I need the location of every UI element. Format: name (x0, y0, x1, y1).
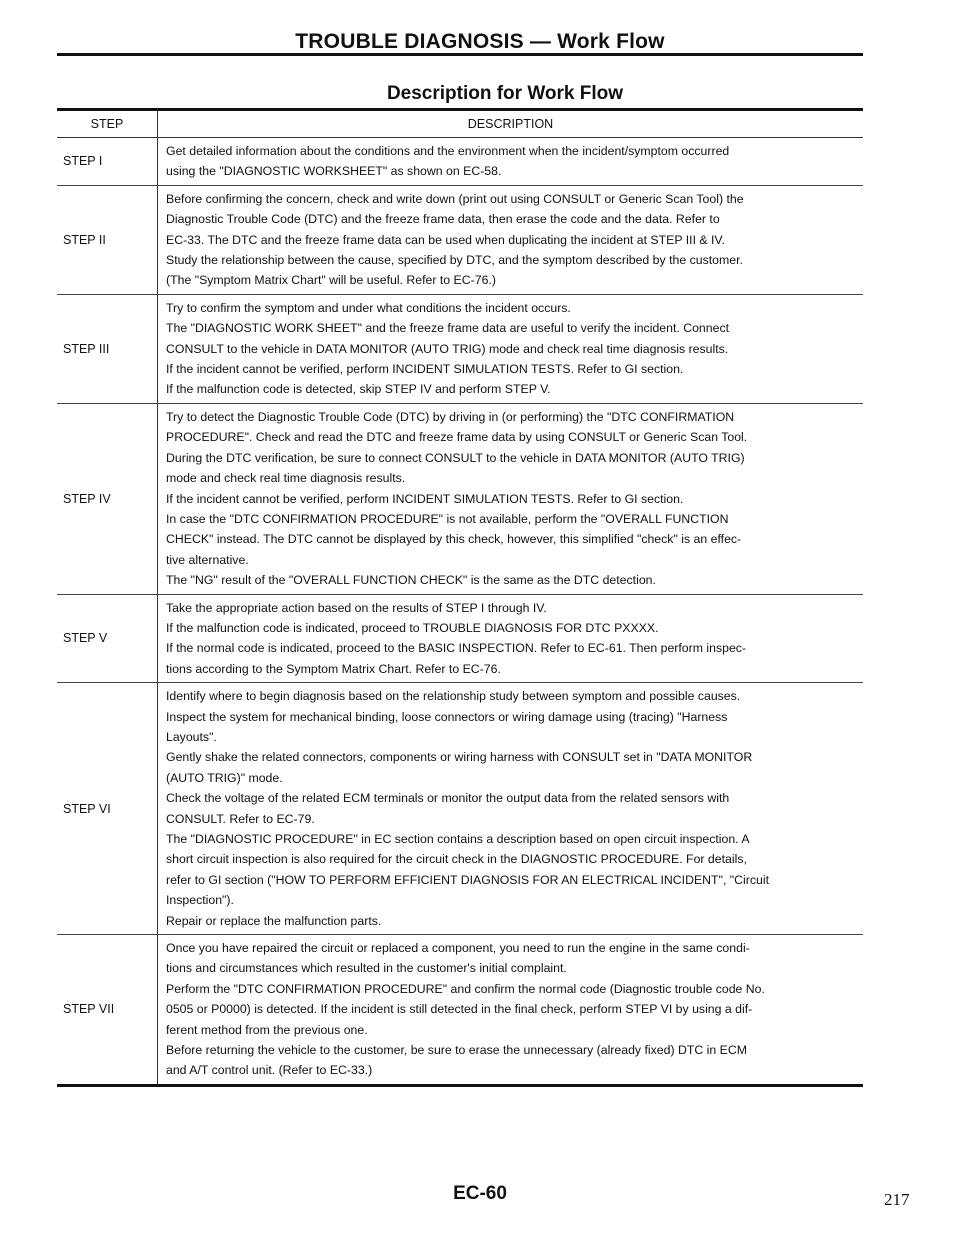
description-line: tions according to the Symptom Matrix Chart. Refer to EC-76. (166, 661, 501, 676)
description-line: Take the appropriate action based on the results of STEP I through IV. (166, 600, 547, 615)
description-line: refer to GI section ("HOW TO PERFORM EFFICIENT DIAGNOSIS FOR AN ELECTRICAL INCIDENT", "Circuit (166, 872, 769, 887)
description-line: The "NG" result of the "OVERALL FUNCTION CHECK" is the same as the DTC detection. (166, 573, 656, 588)
description-line: Layouts". (166, 729, 217, 744)
description-line: Try to detect the Diagnostic Trouble Code (DTC) by driving in (or performing) the "DTC CONFIRMATION (166, 409, 735, 424)
description-line: short circuit inspection is also required for the circuit check in the DIAGNOSTIC PROCEDURE. For details, (166, 852, 747, 867)
step-label: STEP II (63, 232, 106, 247)
table-row (57, 295, 863, 404)
description-line: EC-33. The DTC and the freeze frame data can be used when duplicating the incident at STEP III & IV. (166, 232, 725, 247)
description-line: Before returning the vehicle to the customer, be sure to erase the unnecessary (already fixed) DTC in ECM (166, 1043, 747, 1058)
section-title: Description for Work Flow (386, 83, 624, 104)
step-description (157, 595, 863, 683)
table-row (57, 935, 863, 1084)
step-label: STEP I (63, 154, 103, 169)
table-row (57, 595, 863, 684)
description-line: In case the "DTC CONFIRMATION PROCEDURE" is not available, perform the "OVERALL FUNCTION (166, 511, 729, 526)
step-description (157, 404, 863, 594)
description-line: mode and check real time diagnosis results. (166, 471, 406, 486)
description-line: If the incident cannot be verified, perform INCIDENT SIMULATION TESTS. Refer to GI section. (166, 491, 684, 506)
step-description (157, 138, 863, 185)
description-line: During the DTC verification, be sure to connect CONSULT to the vehicle in DATA MONITOR (AUTO TRIG) (166, 450, 745, 465)
table-row (57, 186, 863, 295)
step-description (157, 935, 863, 1084)
column-header-step: STEP (90, 117, 124, 131)
description-line: Diagnostic Trouble Code (DTC) and the freeze frame data, then erase the code and the data. Refer to (166, 212, 720, 227)
description-line: and A/T control unit. (Refer to EC-33.) (166, 1063, 373, 1078)
description-line: Before confirming the concern, check and write down (print out using CONSULT or Generic Scan Tool) the (166, 191, 744, 206)
description-line: If the malfunction code is detected, skip STEP IV and perform STEP V. (166, 382, 551, 397)
table-row (57, 683, 863, 935)
description-line: Get detailed information about the conditions and the environment when the incident/symptom occurred (166, 144, 730, 158)
description-line: CHECK" instead. The DTC cannot be displayed by this check, however, this simplified "check" is an effec- (166, 532, 742, 547)
step-label: STEP VII (63, 1002, 115, 1017)
description-line: CONSULT to the vehicle in DATA MONITOR (AUTO TRIG) mode and check real time diagnosis results. (166, 341, 729, 356)
description-line: CONSULT. Refer to EC-79. (166, 811, 315, 826)
description-line: tive alternative. (166, 552, 249, 567)
step-label: STEP III (63, 341, 110, 356)
column-header-description (157, 111, 863, 137)
description-line: Repair or replace the malfunction parts. (166, 913, 382, 928)
description-line: Once you have repaired the circuit or replaced a component, you need to run the engine in the same condi- (166, 941, 750, 956)
description-line: If the incident cannot be verified, perform INCIDENT SIMULATION TESTS. Refer to GI section. (166, 362, 684, 377)
description-line: PROCEDURE". Check and read the DTC and freeze frame data by using CONSULT or Generic Scan Tool. (166, 430, 748, 445)
description-line: tions and circumstances which resulted in the customer's initial complaint. (166, 961, 567, 976)
header-rule (57, 53, 863, 56)
description-line: (The "Symptom Matrix Chart" will be useful. Refer to EC-76.) (166, 273, 496, 288)
table-row (57, 138, 863, 186)
description-line: Check the voltage of the related ECM terminals or monitor the output data from the related sensors with (166, 791, 730, 806)
description-line: using the "DIAGNOSTIC WORKSHEET" as shown on EC-58. (166, 164, 502, 179)
description-line: Inspection"). (166, 893, 234, 908)
description-line: Gently shake the related connectors, components or wiring harness with CONSULT set in "DATA MONITOR (166, 750, 753, 765)
description-line: ferent method from the previous one. (166, 1022, 368, 1037)
step-description (157, 683, 863, 934)
page-code: EC-60 (453, 1183, 507, 1204)
description-line: Study the relationship between the cause, specified by DTC, and the symptom described by the customer. (166, 253, 743, 268)
step-label: STEP V (63, 631, 108, 646)
step-description (157, 295, 863, 403)
description-line: The "DIAGNOSTIC WORK SHEET" and the freeze frame data are useful to verify the incident. Connect (166, 321, 730, 336)
description-line: (AUTO TRIG)" mode. (166, 770, 283, 785)
description-line: 0505 or P0000) is detected. If the incident is still detected in the final check, perform STEP VI by using a dif- (166, 1002, 753, 1017)
description-line: Identify where to begin diagnosis based on the relationship study between symptom and possible causes. (166, 689, 741, 704)
table-body (57, 138, 863, 1087)
description-line: Inspect the system for mechanical binding, loose connectors or wiring damage using (tracing) "Harness (166, 709, 728, 724)
table-row (57, 404, 863, 595)
description-line: If the normal code is indicated, proceed to the BASIC INSPECTION. Refer to EC-61. Then perform inspec- (166, 641, 747, 656)
step-label: STEP VI (63, 801, 111, 816)
description-line: Try to confirm the symptom and under what conditions the incident occurs. (166, 300, 571, 315)
page-number: 217 (884, 1190, 910, 1209)
description-line: If the malfunction code is indicated, proceed to TROUBLE DIAGNOSIS FOR DTC PXXXX. (166, 620, 659, 635)
step-label: STEP IV (63, 491, 111, 506)
description-line: The "DIAGNOSTIC PROCEDURE" in EC section contains a description based on open circuit inspection. A (166, 832, 750, 846)
description-line: Perform the "DTC CONFIRMATION PROCEDURE" and confirm the normal code (Diagnostic trouble code No. (166, 981, 765, 996)
column-header-description-label: DESCRIPTION (467, 117, 554, 131)
table-header (57, 108, 863, 138)
step-description (157, 186, 863, 294)
work-flow-table (57, 108, 863, 1087)
page-header-title: TROUBLE DIAGNOSIS — Work Flow (295, 30, 665, 53)
